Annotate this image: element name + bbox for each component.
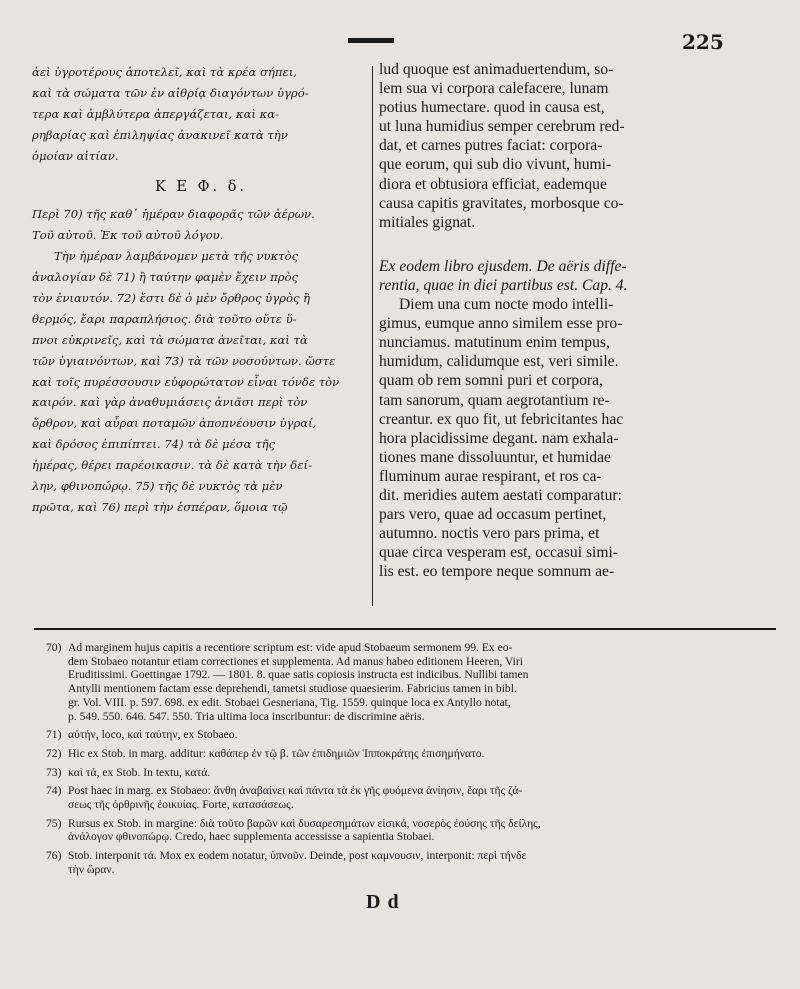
footnote-line: ἀνάλογον φθινοπώρῳ. Credo, haec supplementa accessisse a sapientia Stobaei. xyxy=(68,830,435,844)
latin-line: que eorum, qui sub dio vivunt, humi- xyxy=(379,156,612,174)
latin-line: causa capitis gravitates, morbosque co- xyxy=(379,194,624,212)
footnote-line: p. 549. 550. 646. 547. 550. Tria ultima loca inscribuntur: de discrimine aëris. xyxy=(68,709,425,723)
greek-line: τερα καὶ ἀμβλύτερα ἀπεργάζεται, καὶ κα- xyxy=(32,106,279,121)
footnote-line: gr. Vol. VIII. p. 597. 698. ex edit. Stobaei Gesneriana, Tig. 1559. quinque loca ex Antyllo notat, xyxy=(68,695,511,709)
latin-line: potius humectare. quod in causa est, xyxy=(379,99,605,117)
footnote-line: καὶ τά, ex Stob. In textu, κατά. xyxy=(68,765,211,779)
greek-line: καιρόν. καὶ γὰρ ἀναθυμιάσεις ἀνιᾶσι περὶ τὸν xyxy=(32,395,308,410)
greek-line: τὸν ἐνιαυτόν. 72) ἔστι δὲ ὁ μὲν ὄρθρος ὑγρὸς ἢ xyxy=(32,291,311,306)
latin-line: dat, et carnes putres faciat: corpora- xyxy=(379,137,603,155)
footnote-line: αὐτήν, loco, καὶ ταύτην, ex Stobaeo. xyxy=(68,728,238,742)
latin-chapter-heading: Ex eodem libro ejusdem. De aëris diffe- xyxy=(379,257,627,275)
greek-line: καὶ τὰ σώματα τῶν ἐν αἰθρίᾳ διαγόντων ὑγρό- xyxy=(32,85,309,100)
latin-line: gimus, eumque anno similem esse pro- xyxy=(379,315,623,333)
greek-line: ὄρθρον, καὶ αὖραι ποταμῶν ἀποπνέουσιν ὑγραί, xyxy=(32,416,317,431)
latin-line: creantur. ex quo fit, ut febricitantes hac xyxy=(379,410,624,428)
greek-line: καὶ τοῖς πυρέσσουσιν εὐφορώτατον εἶναι τόνδε τὸν xyxy=(32,374,340,389)
greek-chapter-title: Περὶ 70) τῆς καθ᾽ ἡμέραν διαφορᾶς τῶν ἀέρων. xyxy=(32,207,315,222)
latin-line: mitiales gignat. xyxy=(379,213,476,231)
footnote-line: Ad marginem hujus capitis a recentiore scriptum est: vide apud Stobaeum sermonem 99. Ex eo- xyxy=(68,641,513,654)
footnote xyxy=(46,849,776,876)
footnote xyxy=(46,728,776,742)
latin-line: pars vero, quae ad occasum pertinet, xyxy=(379,506,607,524)
footnote-number: 73) xyxy=(46,765,62,779)
footnote-number: 74) xyxy=(46,784,62,798)
greek-line: πνοι εὐκρινεῖς, καὶ τὰ σώματα ἀνεῖται, καὶ τὰ xyxy=(32,332,308,347)
latin-line: lem sua vi corpora calefacere, lunam xyxy=(379,80,609,98)
latin-line: humidum, calidumque est, veri simile. xyxy=(379,353,619,371)
footnote-number: 71) xyxy=(46,728,62,742)
header-rule xyxy=(348,38,394,43)
footnote-line: Stob. interponit τά. Mox ex eodem notatur, ὑπνοῦν. Deinde, post καμνουσιν, interponit: περὶ τήνδε xyxy=(68,849,527,863)
paragraph-gap xyxy=(379,232,774,257)
latin-line: quae circa vesperam est, occasui simi- xyxy=(379,544,619,562)
footnote xyxy=(46,747,776,761)
greek-line: ἡμέρας, θέρει παρέοικασιν. τὰ δὲ κατὰ τὴν δεί- xyxy=(32,458,312,473)
footnote-number: 75) xyxy=(46,816,62,830)
column-divider xyxy=(372,66,373,606)
footnote-line: Eruditissimi. Goettingae 1792. — 1801. 8. quae satis copiosis instructa est indicibus. Nullibi tamen xyxy=(68,668,529,682)
greek-line: καὶ δρόσος ἐπιπίπτει. 74) τὰ δὲ μέσα τῆς xyxy=(32,437,276,452)
footnote-line: dem Stobaeo notantur etiam correctiones et supplementa. Ad manus habeo editionem Heeren, Viri xyxy=(68,654,523,668)
footnote-line: Post haec in marg. ex Stobaeo: ἄνθη ἀναβαίνει καὶ πάντα τὰ ἐκ γῆς φυόμενα ἀνίησιν, ἔαρι τῆς ζά- xyxy=(68,784,523,798)
footnote-line: σεως τῆς ὀρθρινῆς ἐοικυίας. Forte, κατασάσεως. xyxy=(68,798,294,812)
greek-line: ὁμοίαν αἰτίαν. xyxy=(32,148,119,163)
greek-line: λην, φθινοπώρῳ. 75) τῆς δὲ νυκτὸς τὰ μὲν xyxy=(32,479,283,494)
latin-line: ut luna humidius semper cerebrum red- xyxy=(379,118,625,136)
footnote xyxy=(46,784,776,811)
footnote-line: Hic ex Stob. in marg. additur: καθάπερ ἐν τῷ β. τῶν ἐπιδημιῶν Ἱπποκράτης ἐπισημήνατο. xyxy=(68,746,485,760)
latin-line: lud quoque est animaduertendum, so- xyxy=(379,61,614,78)
greek-line: Τὴν ἡμέραν λαμβάνομεν μετὰ τῆς νυκτὸς xyxy=(54,249,299,264)
greek-line: ρηβαρίας καὶ ἐπιληψίας ἀνακινεῖ κατὰ τὴν xyxy=(32,127,288,142)
footnote-number: 76) xyxy=(46,849,62,863)
greek-line: τῶν ὑγιαινόντων, καὶ 73) τὰ τῶν νοσούντων. ὥστε xyxy=(32,353,336,368)
latin-line: autumno. noctis vero pars prima, et xyxy=(379,525,600,543)
latin-line: hora placidissime degant. nam exhala- xyxy=(379,429,619,447)
greek-column xyxy=(32,62,370,518)
latin-column xyxy=(379,60,774,581)
greek-line: πρῶτα, καὶ 76) περὶ τὴν ἑσπέραν, ὅμοια τῷ xyxy=(32,499,288,514)
latin-line: tiones mane dissoluuntur, et humidae xyxy=(379,448,611,466)
greek-line: ἀναλογίαν δὲ 71) ἢ ταύτην φαμὲν ἔχειν πρὸς xyxy=(32,270,299,285)
footnote-number: 70) xyxy=(46,641,62,654)
footnote-number: 72) xyxy=(46,746,62,760)
latin-line: nunciamus. matutinum enim tempus, xyxy=(379,334,610,352)
greek-line: θερμός, ἔαρι παραπλήσιος. διὰ τοῦτο οὔτε ὕ- xyxy=(32,311,297,326)
footnote xyxy=(46,817,776,844)
greek-line: ἀεὶ ὑγροτέρους ἀποτελεῖ, καὶ τὰ κρέα σήπει, xyxy=(32,65,297,79)
latin-line: diora et obtusiora efficiat, eademque xyxy=(379,175,607,193)
footnote xyxy=(46,641,776,723)
footnote-line: τὴν ὥραν. xyxy=(68,862,115,876)
latin-line: quam ob rem somni puri et corpora, xyxy=(379,372,603,390)
latin-line: lis est. eo tempore neque somnum ae- xyxy=(379,563,615,581)
page-number: 225 xyxy=(682,30,724,54)
latin-line: Diem una cum nocte modo intelli- xyxy=(399,296,614,314)
chapter-heading-greek: Κ Ε Φ. δ. xyxy=(154,179,248,196)
footnotes xyxy=(46,641,776,882)
footnote xyxy=(46,766,776,780)
signature-mark: D d xyxy=(366,891,400,913)
latin-line: dit. meridies autem aestati comparatur: xyxy=(379,486,622,504)
latin-line: tam sanorum, quam aegrotantium re- xyxy=(379,391,610,409)
latin-line: fluminum aurae respirant, et ros ca- xyxy=(379,467,602,485)
latin-chapter-heading: rentia, quae in diei partibus est. Cap. 4. xyxy=(379,276,628,294)
footnote-rule xyxy=(34,628,776,630)
greek-chapter-subtitle: Τοῦ αὐτοῦ. Ἐκ τοῦ αὐτοῦ λόγου. xyxy=(32,228,224,243)
footnote-line: Rursus ex Stob. in margine: διὰ τοῦτο βαρῶν καὶ δυσαρεσημάτων εἰσικά, νοσερὸς ἐούσης τῆς δείλης, xyxy=(68,816,541,830)
footnote-line: Antylli mentionem factam esse deprehendi, tametsi studiose quaesierim. Fabricius tamen in bibl. xyxy=(68,682,517,696)
